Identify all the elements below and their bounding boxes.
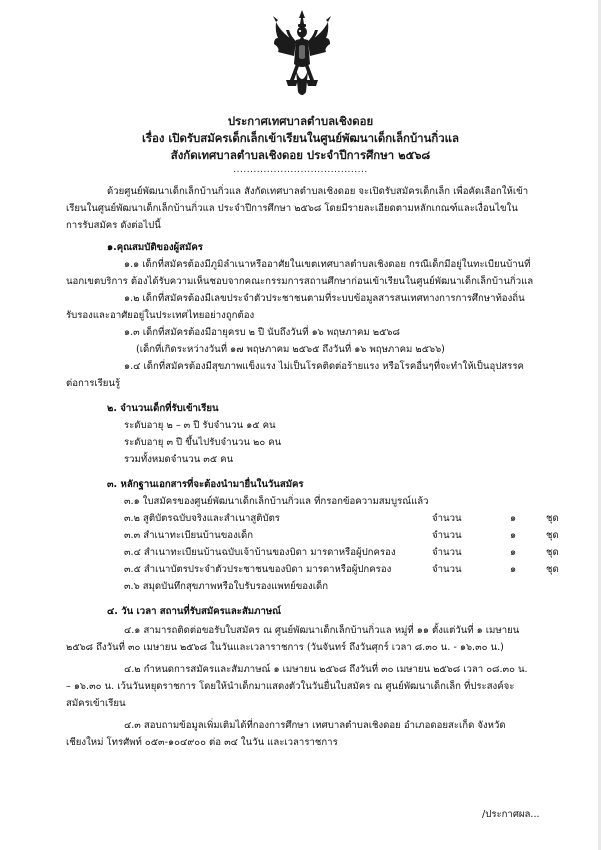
section-4-item-1-cont: ๒๕๖๘ ถึงวันที่ ๓๐ เมษายน ๒๕๖๘ ในวันและเวลาราชการ (วันจันทร์ ถึงวันศุกร์ เวลา ๘.๓๐ น. - ๑๖.๓๐ น.) [66,642,504,653]
document-item-2-unit: ชุด [546,513,559,524]
section-4-item-3-cont: เชียงใหม่ โทรศัพท์ ๐๕๓-๑๐๔๙๐๐ ต่อ ๓๔ ในวัน และเวลาราชการ [66,737,338,748]
garuda-emblem-icon [272,8,332,100]
section-2-heading: ๒. จำนวนเด็กที่รับเข้าเรียน [107,403,219,414]
intro-line-2: เรียนในศูนย์พัฒนาเด็กเล็กบ้านกิ่วแล ประจำปีการศึกษา ๒๕๖๘ โดยมีรายละเอียดตามหลักเกณฑ์และเงื่อนไขใน [66,203,518,214]
page-continuation-note: /ประกาศผล... [482,809,540,820]
document-item-3-qty-label: จำนวน [432,530,462,541]
document-item-5-qty: ๑ [510,564,517,575]
section-3-heading: ๓. หลักฐานเอกสารที่จะต้องนำมายื่นในวันสมัคร [107,479,304,490]
section-4-item-2: ๔.๒ กำหนดการสมัครและสัมภาษณ์ ๑ เมษายน ๒๕๖๘ ถึงวันที่ ๓๐ เมษายน ๒๕๖๘ เวลา ๐๘.๓๐ น. [124,664,528,675]
announcement-title-line1: ประกาศเทศบาลตำบลเชิงดอย [227,114,374,128]
intro-line-1: ด้วยศูนย์พัฒนาเด็กเล็กบ้านกิ่วแล สังกัดเทศบาลตำบลเชิงดอย จะเปิดรับสมัครเด็กเล็ก เพื่อคัดเลือกให้เข้า [107,186,529,197]
section-4-item-2-cont-2: สมัครเข้าเรียน [66,698,126,709]
section-1-item-1-cont: นอกเขตบริการ ต้องได้รับความเห็นชอบจากคณะกรรมการสถานศึกษาก่อนเข้าเรียนในศูนย์พัฒนาเด็กเล็กบ้านกิ่วแล [66,276,534,287]
intro-line-3: การรับสมัคร ดังต่อไปนี้ [66,220,161,231]
section-1-item-3: ๑.๓ เด็กที่สมัครต้องมีอายุครบ ๒ ปี นับถึงวันที่ ๑๖ พฤษภาคม ๒๕๖๘ [124,327,400,338]
section-1-item-2: ๑.๒ เด็กที่สมัครต้องมีเลขประจำตัวประชาชนตามที่ระบบข้อมูลสารสนเทศทางการการศึกษาท้องถิ่น [124,293,525,304]
document-item-1: ๓.๑ ใบสมัครของศูนย์พัฒนาเด็กเล็กบ้านกิ่วแล ที่กรอกข้อความสมบูรณ์แล้ว [124,496,429,507]
document-item-4-qty: ๑ [510,547,517,558]
section-1-heading: ๑.คุณสมบัติของผู้สมัคร [107,242,203,253]
document-item-5-qty-label: จำนวน [432,564,462,575]
announcement-subject: เรื่อง เปิดรับสมัครเด็กเล็กเข้าเรียนในศูนย์พัฒนาเด็กเล็กบ้านกิ่วแล [142,131,459,145]
section-1-item-2-cont: รับรองและอาศัยอยู่ในประเทศไทยอย่างถูกต้อง [66,310,255,321]
document-item-2-qty-label: จำนวน [432,513,462,524]
document-item-3-unit: ชุด [546,530,559,541]
document-item-4-qty-label: จำนวน [432,547,462,558]
announcement-subject-line2: สังกัดเทศบาลตำบลเชิงดอย ประจำปีการศึกษา ๒๕๖๘ [170,148,431,162]
section-2-line-1: ระดับอายุ ๒ – ๓ ปี รับจำนวน ๑๕ คน [124,420,276,431]
document-item-3-qty: ๑ [510,530,517,541]
section-1-item-4-cont: ต่อการเรียนรู้ [66,378,121,389]
section-2-line-2: ระดับอายุ ๓ ปี ขึ้นไปรับจำนวน ๒๐ คน [124,437,282,448]
section-1-item-1: ๑.๑ เด็กที่สมัครต้องมีภูมิลำเนาหรืออาศัยในเขตเทศบาลตำบลเชิงดอย กรณีเด็กมีอยู่ในทะเบียนบ้านที่ [124,259,531,270]
document-item-2-qty: ๑ [510,513,517,524]
document-item-5: ๓.๕ สำเนาบัตรประจำตัวประชาชนของบิดา มารดาหรือผู้ปกครอง [124,564,392,575]
section-4-heading: ๔. วัน เวลา สถานที่รับสมัครและสัมภาษณ์ [107,606,282,617]
section-1-item-4: ๑.๔ เด็กที่สมัครต้องมีสุขภาพแข็งแรง ไม่เป็นโรคติดต่อร้ายแรง หรือโรคอื่นๆที่จะทำให้เป็นอุปสรรค [124,361,524,372]
document-item-4-unit: ชุด [546,547,559,558]
document-item-4: ๓.๔ สำเนาทะเบียนบ้านฉบับเจ้าบ้านของบิดา มารดาหรือผู้ปกครอง [124,547,396,558]
section-2-line-3: รวมทั้งหมดจำนวน ๓๕ คน [124,454,234,465]
title-divider-dots: ........................................ [233,165,368,175]
section-4-item-2-cont: – ๑๖.๓๐ น. เว้นวันหยุดราชการ โดยให้นำเด็กมาแสดงตัวในวันยื่นใบสมัคร ณ ศูนย์พัฒนาเด็กเล็ก ที่ประสงค์จะ [66,681,515,692]
document-item-6: ๓.๖ สมุดบันทึกสุขภาพหรือใบรับรองแพทย์ของเด็ก [124,581,329,592]
document-item-5-unit: ชุด [546,564,559,575]
section-4-item-1: ๔.๑ สามารถติดต่อขอรับใบสมัคร ณ ศูนย์พัฒนาเด็กเล็กบ้านกิ่วแล หมู่ที่ ๑๑ ตั้งแต่วันที่ ๑ เมษายน [124,625,520,636]
section-1-item-3-note: (เด็กที่เกิดระหว่างวันที่ ๑๗ พฤษภาคม ๒๕๖๕ ถึงวันที่ ๑๖ พฤษภาคม ๒๕๖๖) [136,344,445,355]
document-item-3: ๓.๓ สำเนาทะเบียนบ้านของเด็ก [124,530,254,541]
section-4-item-3: ๔.๓ สอบถามข้อมูลเพิ่มเติมได้ที่กองการศึกษา เทศบาลตำบลเชิงดอย อำเภอดอยสะเก็ด จังหวัด [124,720,506,731]
document-item-2: ๓.๒ สูติบัตรฉบับจริงและสำเนาสูติบัตร [124,513,280,524]
